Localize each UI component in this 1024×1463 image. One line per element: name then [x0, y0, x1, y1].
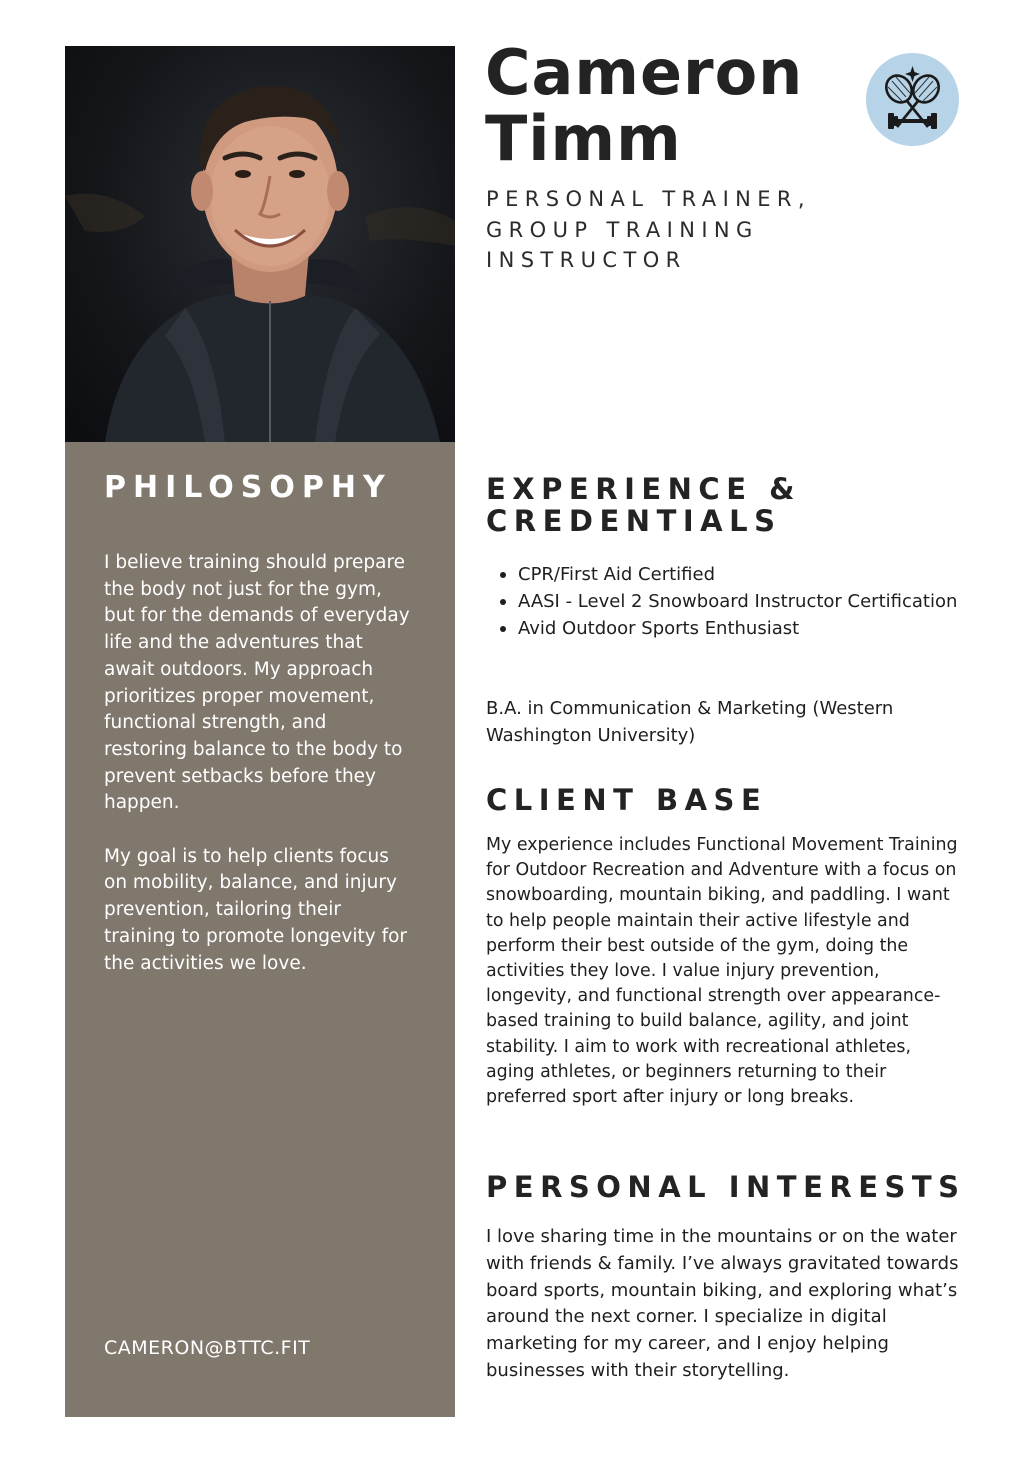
trainer-name [485, 36, 804, 175]
trainer-role: PERSONAL TRAINER, GROUP TRAINING INSTRUCTOR [486, 187, 812, 272]
client-base-text: My experience includes Functional Movement Training for Outdoor Recreation and Adventure with a focus on snowboarding, mountain biking, and paddling. I want to help people maintain their active lifestyle and perform their best outside of the gym, doing the activities they love. I value injury prevention, longevity, and functional strength over appearance-based training to build balance, agility, and joint stability. I aim to work with recreational athletes, aging athletes, or beginners returning to their preferred sport after injury or long breaks. [486, 835, 958, 1108]
experience-heading-line: EXPERIENCE & [486, 472, 801, 506]
interests-heading: PERSONAL INTERESTS [486, 1170, 966, 1204]
experience-heading [486, 473, 801, 537]
education-text: B.A. in Communication & Marketing (Western Washington University) [486, 698, 894, 746]
trainer-portrait [65, 46, 455, 442]
philosophy-paragraph: I believe training should prepare the body not just for the gym, but for the demands of everyday life and the adventures that await outdoors. My approach prioritizes proper movement, functional strength, and restoring balance to the body to prevent setbacks before they happen. [104, 552, 410, 814]
philosophy-paragraph: My goal is to help clients focus on mobility, balance, and injury prevention, tailoring their training to promote longevity for the activities we love. [104, 845, 408, 974]
list-item: CPR/First Aid Certified [518, 561, 988, 588]
philosophy-sidebar [65, 442, 455, 1417]
last-name: Timm [485, 102, 682, 175]
first-name: Cameron [485, 36, 804, 109]
credentials-list [486, 561, 988, 642]
crossed-rackets-dumbbell-icon [866, 53, 959, 146]
list-item: Avid Outdoor Sports Enthusiast [518, 615, 988, 642]
philosophy-text [104, 550, 414, 1004]
list-item: AASI - Level 2 Snowboard Instructor Certification [518, 588, 988, 615]
client-base-heading: CLIENT BASE [486, 783, 768, 817]
experience-heading-line: CREDENTIALS [486, 504, 782, 538]
philosophy-heading: PHILOSOPHY [104, 470, 392, 505]
contact-email[interactable]: CAMERON@BTTC.FIT [104, 1337, 311, 1359]
interests-text: I love sharing time in the mountains or on the water with friends & family. I’ve always gravitated towards board sports, mountain biking, and exploring what’s around the next corner. I specialize in digital marketing for my career, and I enjoy helping businesses with their storytelling. [486, 1226, 959, 1381]
